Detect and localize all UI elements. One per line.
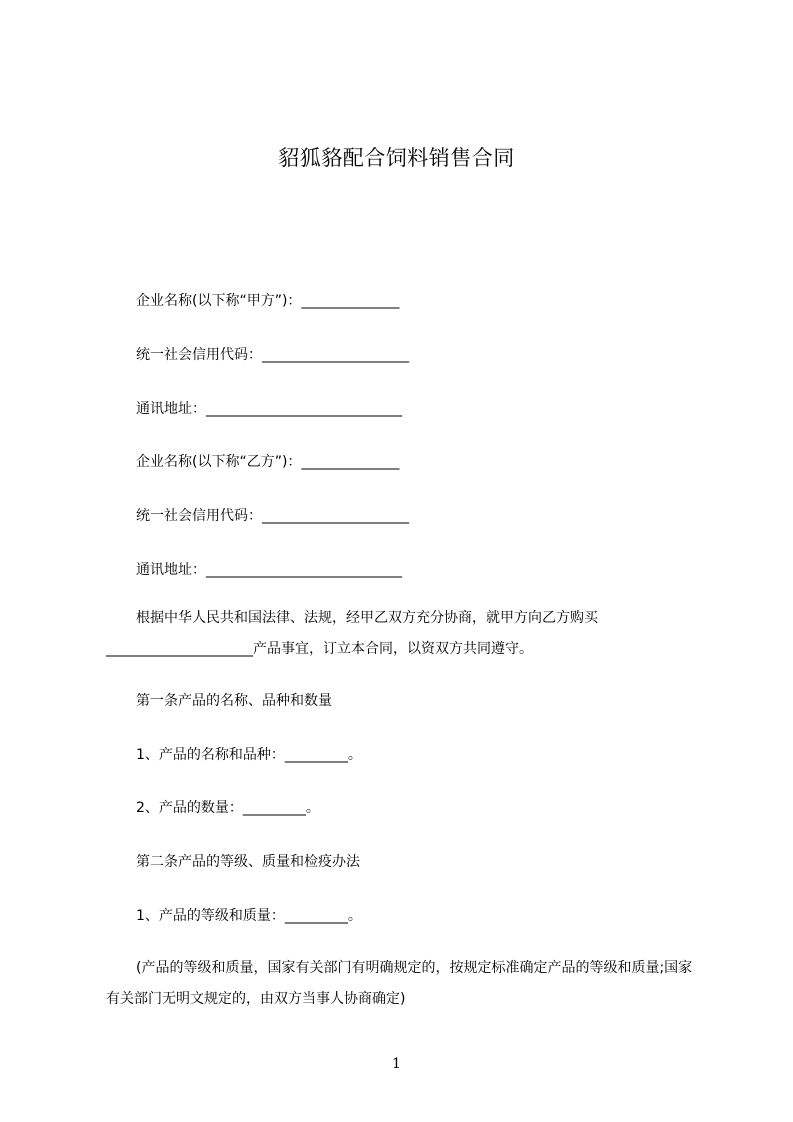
article-2-item-1: 1、产品的等级和质量：_________。 [136,908,362,924]
page-number: 1 [392,1056,401,1072]
party-a-name-line: 企业名称(以下称“甲方”)：______________ [136,293,400,309]
party-b-credit-code-line: 统一社会信用代码：_____________________ [136,508,409,524]
article-2-heading: 第二条产品的等级、质量和检疫办法 [136,854,360,870]
article-1-item-1: 1、产品的名称和品种：_________。 [136,747,362,763]
article-1-item-2: 2、产品的数量：_________。 [136,800,320,816]
party-a-address-line: 通讯地址：____________________________ [136,401,402,417]
preamble-paragraph: 根据中华人民共和国法律、法规，经甲乙双方充分协商，就甲方向乙方购买_____________________产品事宜，订立本合同，以资双方共同遵守。 [106,610,598,657]
document-title: 貂狐貉配合饲料销售合同 [278,146,515,170]
party-a-credit-code-line: 统一社会信用代码：_____________________ [136,347,409,363]
party-b-address-line: 通讯地址：____________________________ [136,562,402,578]
article-1-heading: 第一条产品的名称、品种和数量 [136,693,332,709]
party-b-name-line: 企业名称(以下称“乙方”)：______________ [136,454,400,470]
article-2-note-paragraph: (产品的等级和质量，国家有关部门有明确规定的，按规定标准确定产品的等级和质量;国家有关部门无明文规定的，由双方当事人协商确定) [106,960,693,1007]
